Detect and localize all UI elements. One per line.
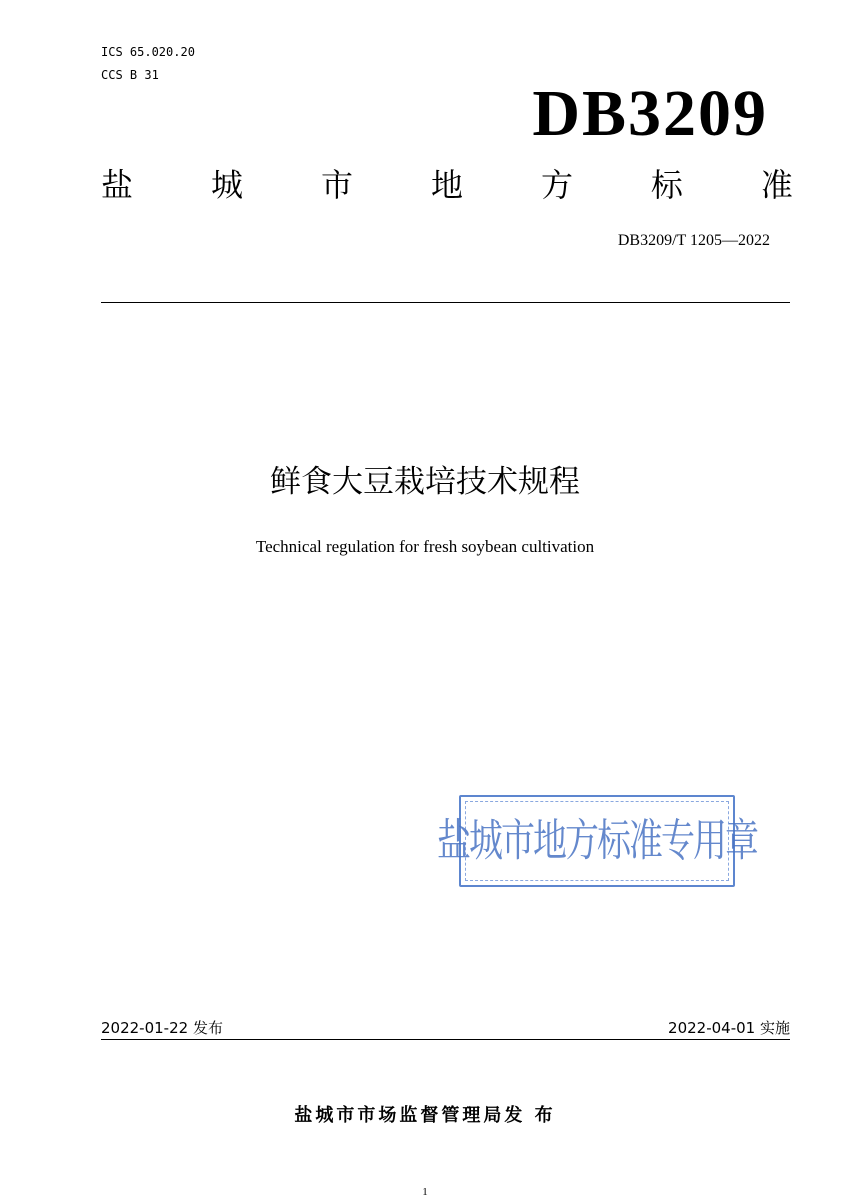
ccs-code: CCS B 31: [101, 68, 159, 82]
publisher: 盐城市市场监督管理局发 布: [294, 1105, 556, 1126]
issue-date: 2022-01-22 发布: [101, 1019, 223, 1037]
standard-type-char: 城: [210, 166, 243, 204]
standard-type-char: 地: [430, 166, 463, 204]
standard-type-char: 标: [650, 166, 683, 204]
stamp-text: 盐城市地方标准专用章: [437, 815, 757, 867]
official-seal-stamp: [437, 795, 757, 887]
standard-type-char: 盐: [101, 166, 134, 204]
standard-type-char: 方: [540, 166, 573, 204]
standard-type-heading: [101, 165, 793, 205]
bottom-divider: [101, 1039, 790, 1040]
document-title-english: Technical regulation for fresh soybean cultivation: [255, 537, 595, 556]
page-number: 1: [422, 1186, 428, 1198]
top-divider: [101, 302, 790, 303]
standard-code-large: DB3209: [532, 77, 768, 150]
ics-code: ICS 65.020.20: [101, 45, 195, 59]
standard-type-char: 准: [760, 166, 793, 204]
implementation-date: 2022-04-01 实施: [668, 1019, 790, 1037]
standard-type-char: 市: [320, 166, 353, 204]
document-title-chinese: 鲜食大豆栽培技术规程: [270, 464, 580, 500]
standard-number: DB3209/T 1205—2022: [617, 232, 770, 249]
